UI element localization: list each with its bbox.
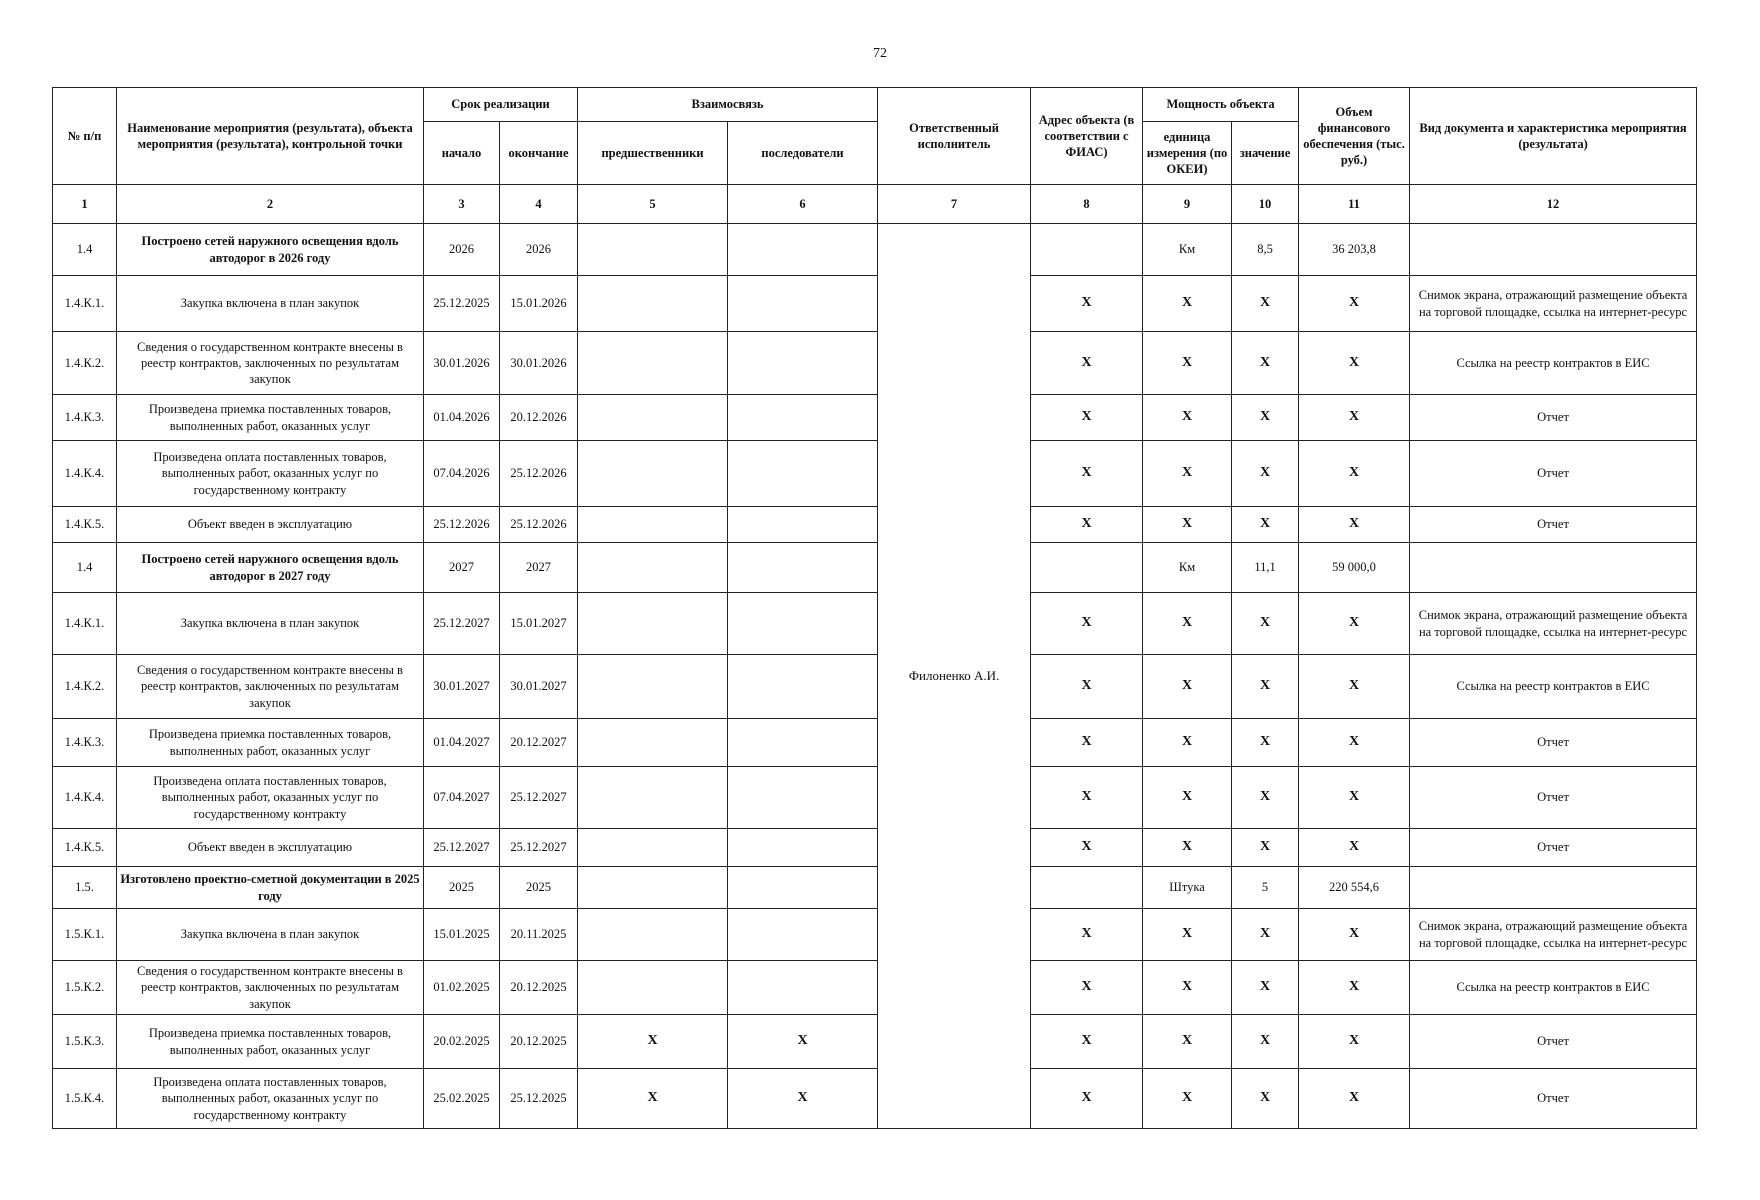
row-start-date: 01.02.2025 xyxy=(424,961,500,1015)
header-value: значение xyxy=(1232,122,1299,185)
row-document-type: Отчет xyxy=(1410,507,1697,543)
column-number: 3 xyxy=(424,185,500,224)
row-unit: X xyxy=(1143,276,1232,332)
row-unit: X xyxy=(1143,909,1232,961)
table-row xyxy=(53,395,1697,441)
row-predecessors xyxy=(578,655,728,719)
row-start-date: 2025 xyxy=(424,867,500,909)
row-predecessors xyxy=(578,441,728,507)
row-unit: X xyxy=(1143,395,1232,441)
row-predecessors xyxy=(578,593,728,655)
table-row xyxy=(53,441,1697,507)
row-document-type: Снимок экрана, отражающий размещение объекта на торговой площадке, ссылка на интернет-ресурс xyxy=(1410,593,1697,655)
row-funding: X xyxy=(1299,1015,1410,1069)
row-number: 1.4.К.3. xyxy=(53,395,117,441)
row-successors xyxy=(728,276,878,332)
row-funding: X xyxy=(1299,441,1410,507)
row-value: X xyxy=(1232,829,1299,867)
row-unit: X xyxy=(1143,1069,1232,1129)
row-unit: X xyxy=(1143,1015,1232,1069)
row-document-type xyxy=(1410,867,1697,909)
row-address: X xyxy=(1031,1015,1143,1069)
row-end-date: 20.12.2025 xyxy=(500,1015,578,1069)
header-funding: Объем финансового обеспечения (тыс. руб.) xyxy=(1299,88,1410,185)
row-funding: 36 203,8 xyxy=(1299,224,1410,276)
row-unit: X xyxy=(1143,655,1232,719)
row-name: Объект введен в эксплуатацию xyxy=(117,829,424,867)
table-row xyxy=(53,655,1697,719)
row-predecessors xyxy=(578,395,728,441)
header-start: начало xyxy=(424,122,500,185)
column-number: 5 xyxy=(578,185,728,224)
row-start-date: 07.04.2027 xyxy=(424,767,500,829)
row-value: X xyxy=(1232,395,1299,441)
table-body xyxy=(53,224,1697,1129)
row-start-date: 2026 xyxy=(424,224,500,276)
row-unit: X xyxy=(1143,593,1232,655)
row-funding: X xyxy=(1299,593,1410,655)
column-number: 11 xyxy=(1299,185,1410,224)
row-address: X xyxy=(1031,276,1143,332)
row-address: X xyxy=(1031,593,1143,655)
row-funding: X xyxy=(1299,1069,1410,1129)
row-value: 11,1 xyxy=(1232,543,1299,593)
row-successors xyxy=(728,332,878,395)
row-end-date: 30.01.2027 xyxy=(500,655,578,719)
column-number: 6 xyxy=(728,185,878,224)
row-predecessors xyxy=(578,767,728,829)
row-document-type xyxy=(1410,543,1697,593)
row-funding: X xyxy=(1299,767,1410,829)
row-address: X xyxy=(1031,767,1143,829)
row-end-date: 25.12.2026 xyxy=(500,441,578,507)
row-number: 1.4 xyxy=(53,543,117,593)
header-doc-type: Вид документа и характеристика мероприятия (результата) xyxy=(1410,88,1697,185)
header-successors: последователи xyxy=(728,122,878,185)
row-start-date: 01.04.2026 xyxy=(424,395,500,441)
row-unit: Км xyxy=(1143,543,1232,593)
header-responsible: Ответственный исполнитель xyxy=(878,88,1031,185)
row-document-type xyxy=(1410,224,1697,276)
row-name: Закупка включена в план закупок xyxy=(117,276,424,332)
row-successors xyxy=(728,543,878,593)
header-unit: единица измерения (по ОКЕИ) xyxy=(1143,122,1232,185)
row-value: 8,5 xyxy=(1232,224,1299,276)
table-row xyxy=(53,1015,1697,1069)
row-address: X xyxy=(1031,395,1143,441)
row-number: 1.4.К.2. xyxy=(53,332,117,395)
row-document-type: Отчет xyxy=(1410,1015,1697,1069)
row-start-date: 15.01.2025 xyxy=(424,909,500,961)
row-successors xyxy=(728,719,878,767)
row-predecessors xyxy=(578,224,728,276)
row-end-date: 25.12.2027 xyxy=(500,767,578,829)
row-successors xyxy=(728,655,878,719)
row-name: Сведения о государственном контракте внесены в реестр контрактов, заключенных по результатам закупок xyxy=(117,961,424,1015)
table-row xyxy=(53,276,1697,332)
table-row xyxy=(53,332,1697,395)
header-num: № п/п xyxy=(53,88,117,185)
row-unit: X xyxy=(1143,767,1232,829)
row-name: Произведена приемка поставленных товаров, выполненных работ, оказанных услуг xyxy=(117,395,424,441)
row-predecessors: X xyxy=(578,1015,728,1069)
table-row xyxy=(53,593,1697,655)
row-start-date: 25.12.2026 xyxy=(424,507,500,543)
row-document-type: Отчет xyxy=(1410,767,1697,829)
row-predecessors xyxy=(578,867,728,909)
row-successors xyxy=(728,441,878,507)
row-document-type: Снимок экрана, отражающий размещение объекта на торговой площадке, ссылка на интернет-ресурс xyxy=(1410,909,1697,961)
row-document-type: Отчет xyxy=(1410,1069,1697,1129)
column-number: 7 xyxy=(878,185,1031,224)
row-value: X xyxy=(1232,593,1299,655)
row-end-date: 15.01.2027 xyxy=(500,593,578,655)
header-address: Адрес объекта (в соответствии с ФИАС) xyxy=(1031,88,1143,185)
row-address: X xyxy=(1031,961,1143,1015)
row-start-date: 2027 xyxy=(424,543,500,593)
row-start-date: 25.12.2025 xyxy=(424,276,500,332)
row-start-date: 30.01.2026 xyxy=(424,332,500,395)
column-number-row xyxy=(53,185,1697,224)
row-value: 5 xyxy=(1232,867,1299,909)
row-successors xyxy=(728,829,878,867)
row-name: Построено сетей наружного освещения вдоль автодорог в 2027 году xyxy=(117,543,424,593)
row-successors xyxy=(728,867,878,909)
row-document-type: Снимок экрана, отражающий размещение объекта на торговой площадке, ссылка на интернет-ресурс xyxy=(1410,276,1697,332)
row-end-date: 20.11.2025 xyxy=(500,909,578,961)
table-row xyxy=(53,867,1697,909)
row-start-date: 25.12.2027 xyxy=(424,829,500,867)
row-name: Закупка включена в план закупок xyxy=(117,909,424,961)
table-row xyxy=(53,719,1697,767)
column-number: 12 xyxy=(1410,185,1697,224)
row-start-date: 01.04.2027 xyxy=(424,719,500,767)
row-value: X xyxy=(1232,1069,1299,1129)
column-number: 8 xyxy=(1031,185,1143,224)
row-number: 1.4.К.1. xyxy=(53,593,117,655)
row-funding: X xyxy=(1299,332,1410,395)
table-row xyxy=(53,961,1697,1015)
row-name: Изготовлено проектно-сметной документации в 2025 году xyxy=(117,867,424,909)
row-value: X xyxy=(1232,441,1299,507)
row-end-date: 30.01.2026 xyxy=(500,332,578,395)
row-funding: 59 000,0 xyxy=(1299,543,1410,593)
table-row xyxy=(53,767,1697,829)
column-number: 2 xyxy=(117,185,424,224)
row-funding: X xyxy=(1299,395,1410,441)
row-predecessors xyxy=(578,332,728,395)
header-period: Срок реализации xyxy=(424,88,578,122)
row-successors xyxy=(728,593,878,655)
row-successors xyxy=(728,909,878,961)
row-end-date: 20.12.2027 xyxy=(500,719,578,767)
row-number: 1.4.К.2. xyxy=(53,655,117,719)
row-number: 1.5. xyxy=(53,867,117,909)
row-end-date: 25.12.2026 xyxy=(500,507,578,543)
row-document-type: Ссылка на реестр контрактов в ЕИС xyxy=(1410,332,1697,395)
row-number: 1.5.К.4. xyxy=(53,1069,117,1129)
row-name: Произведена приемка поставленных товаров, выполненных работ, оказанных услуг xyxy=(117,1015,424,1069)
row-address: X xyxy=(1031,829,1143,867)
row-address: X xyxy=(1031,507,1143,543)
implementation-plan-table xyxy=(52,87,1697,1129)
row-name: Сведения о государственном контракте внесены в реестр контрактов, заключенных по результатам закупок xyxy=(117,655,424,719)
row-address: X xyxy=(1031,1069,1143,1129)
row-value: X xyxy=(1232,507,1299,543)
row-name: Произведена оплата поставленных товаров, выполненных работ, оказанных услуг по государственному контракту xyxy=(117,767,424,829)
row-predecessors xyxy=(578,543,728,593)
row-address xyxy=(1031,867,1143,909)
row-successors: X xyxy=(728,1069,878,1129)
row-predecessors xyxy=(578,507,728,543)
row-value: X xyxy=(1232,332,1299,395)
row-end-date: 20.12.2025 xyxy=(500,961,578,1015)
row-name: Произведена оплата поставленных товаров, выполненных работ, оказанных услуг по государственному контракту xyxy=(117,1069,424,1129)
table-row xyxy=(53,507,1697,543)
row-value: X xyxy=(1232,909,1299,961)
header-relation: Взаимосвязь xyxy=(578,88,878,122)
row-number: 1.4.К.5. xyxy=(53,507,117,543)
row-unit: Штука xyxy=(1143,867,1232,909)
row-value: X xyxy=(1232,655,1299,719)
row-start-date: 25.02.2025 xyxy=(424,1069,500,1129)
row-name: Закупка включена в план закупок xyxy=(117,593,424,655)
column-number: 1 xyxy=(53,185,117,224)
row-funding: X xyxy=(1299,961,1410,1015)
row-end-date: 2025 xyxy=(500,867,578,909)
table-row xyxy=(53,543,1697,593)
row-unit: X xyxy=(1143,719,1232,767)
row-number: 1.4.К.5. xyxy=(53,829,117,867)
header-name: Наименование мероприятия (результата), объекта мероприятия (результата), контрольной точки xyxy=(117,88,424,185)
table-row xyxy=(53,1069,1697,1129)
row-unit: X xyxy=(1143,441,1232,507)
row-number: 1.4 xyxy=(53,224,117,276)
row-number: 1.5.К.1. xyxy=(53,909,117,961)
row-number: 1.4.К.3. xyxy=(53,719,117,767)
row-start-date: 25.12.2027 xyxy=(424,593,500,655)
row-funding: X xyxy=(1299,829,1410,867)
row-document-type: Отчет xyxy=(1410,441,1697,507)
row-value: X xyxy=(1232,767,1299,829)
row-end-date: 15.01.2026 xyxy=(500,276,578,332)
row-funding: X xyxy=(1299,655,1410,719)
row-predecessors xyxy=(578,961,728,1015)
row-end-date: 25.12.2027 xyxy=(500,829,578,867)
row-successors xyxy=(728,224,878,276)
row-document-type: Ссылка на реестр контрактов в ЕИС xyxy=(1410,961,1697,1015)
row-funding: X xyxy=(1299,719,1410,767)
row-start-date: 07.04.2026 xyxy=(424,441,500,507)
row-document-type: Отчет xyxy=(1410,719,1697,767)
row-start-date: 30.01.2027 xyxy=(424,655,500,719)
row-end-date: 2026 xyxy=(500,224,578,276)
header-predecessors: предшественники xyxy=(578,122,728,185)
row-predecessors xyxy=(578,276,728,332)
row-successors xyxy=(728,961,878,1015)
page-number: 72 xyxy=(873,46,887,61)
row-address xyxy=(1031,224,1143,276)
row-address: X xyxy=(1031,909,1143,961)
row-end-date: 20.12.2026 xyxy=(500,395,578,441)
row-predecessors xyxy=(578,719,728,767)
row-document-type: Отчет xyxy=(1410,395,1697,441)
row-name: Произведена оплата поставленных товаров, выполненных работ, оказанных услуг по государственному контракту xyxy=(117,441,424,507)
row-name: Сведения о государственном контракте внесены в реестр контрактов, заключенных по результатам закупок xyxy=(117,332,424,395)
responsible-person: Филоненко А.И. xyxy=(878,224,1031,1129)
row-successors: X xyxy=(728,1015,878,1069)
row-unit: X xyxy=(1143,507,1232,543)
header-capacity: Мощность объекта xyxy=(1143,88,1299,122)
row-number: 1.5.К.3. xyxy=(53,1015,117,1069)
row-address: X xyxy=(1031,441,1143,507)
row-document-type: Ссылка на реестр контрактов в ЕИС xyxy=(1410,655,1697,719)
row-predecessors: X xyxy=(578,1069,728,1129)
row-document-type: Отчет xyxy=(1410,829,1697,867)
row-address xyxy=(1031,543,1143,593)
row-successors xyxy=(728,507,878,543)
row-name: Произведена приемка поставленных товаров, выполненных работ, оказанных услуг xyxy=(117,719,424,767)
row-unit: X xyxy=(1143,332,1232,395)
column-number: 10 xyxy=(1232,185,1299,224)
row-address: X xyxy=(1031,655,1143,719)
header-end: окончание xyxy=(500,122,578,185)
column-number: 9 xyxy=(1143,185,1232,224)
row-unit: Км xyxy=(1143,224,1232,276)
table-row xyxy=(53,909,1697,961)
row-funding: X xyxy=(1299,276,1410,332)
row-address: X xyxy=(1031,332,1143,395)
row-predecessors xyxy=(578,909,728,961)
column-number: 4 xyxy=(500,185,578,224)
row-funding: X xyxy=(1299,507,1410,543)
row-value: X xyxy=(1232,1015,1299,1069)
row-address: X xyxy=(1031,719,1143,767)
row-unit: X xyxy=(1143,961,1232,1015)
row-unit: X xyxy=(1143,829,1232,867)
row-name: Построено сетей наружного освещения вдоль автодорог в 2026 году xyxy=(117,224,424,276)
row-successors xyxy=(728,395,878,441)
row-funding: 220 554,6 xyxy=(1299,867,1410,909)
row-value: X xyxy=(1232,276,1299,332)
row-number: 1.4.К.4. xyxy=(53,767,117,829)
row-value: X xyxy=(1232,719,1299,767)
row-end-date: 2027 xyxy=(500,543,578,593)
table-row xyxy=(53,224,1697,276)
row-number: 1.5.К.2. xyxy=(53,961,117,1015)
row-name: Объект введен в эксплуатацию xyxy=(117,507,424,543)
row-value: X xyxy=(1232,961,1299,1015)
row-funding: X xyxy=(1299,909,1410,961)
row-start-date: 20.02.2025 xyxy=(424,1015,500,1069)
row-end-date: 25.12.2025 xyxy=(500,1069,578,1129)
table-row xyxy=(53,829,1697,867)
row-predecessors xyxy=(578,829,728,867)
row-number: 1.4.К.1. xyxy=(53,276,117,332)
row-number: 1.4.К.4. xyxy=(53,441,117,507)
row-successors xyxy=(728,767,878,829)
